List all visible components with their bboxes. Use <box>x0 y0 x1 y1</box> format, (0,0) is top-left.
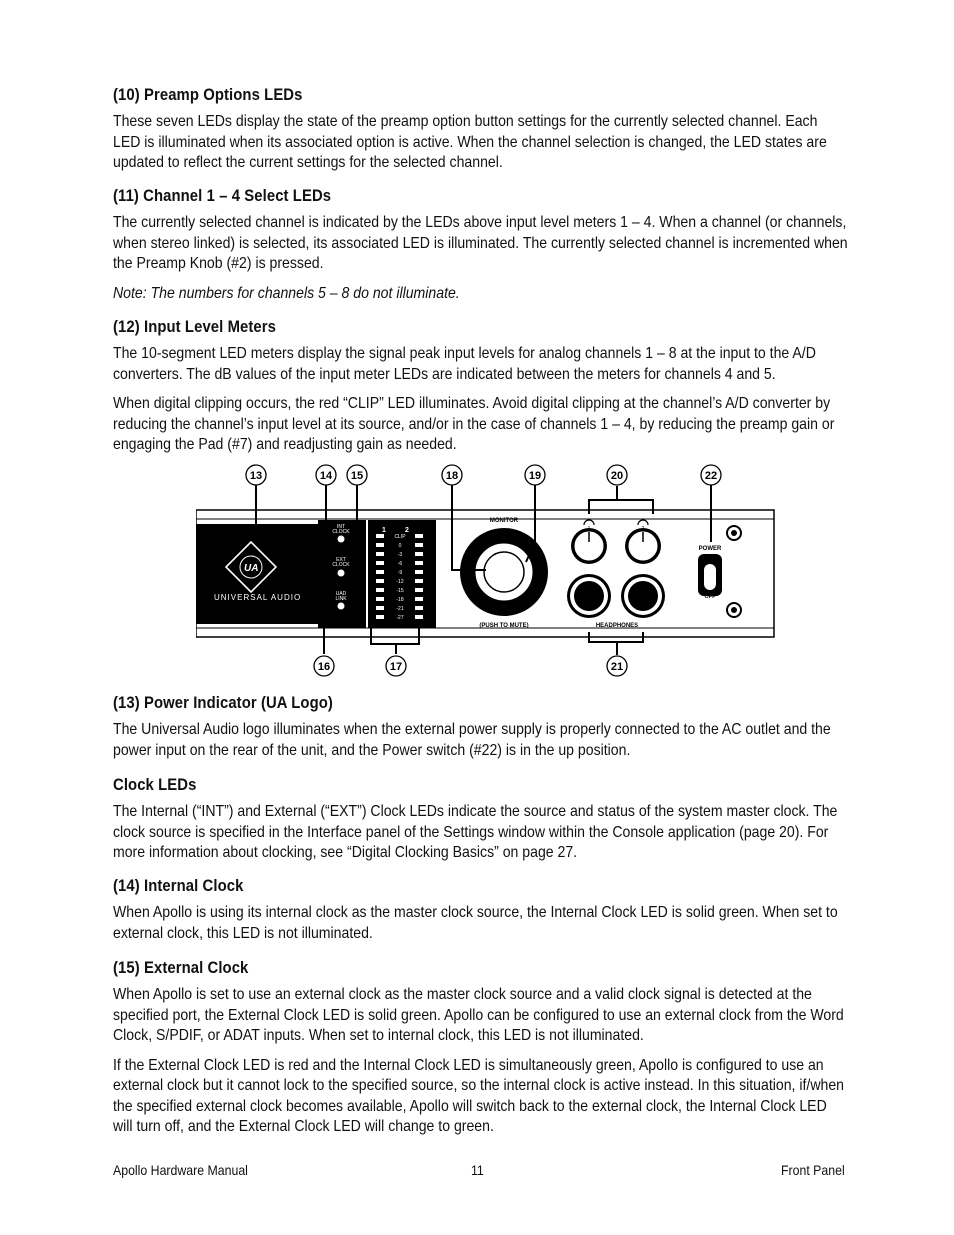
external-clock-led <box>338 570 345 577</box>
callout-number: 20 <box>610 470 624 482</box>
internal-clock-led <box>338 536 345 543</box>
section-heading: Clock LEDs <box>113 776 197 794</box>
paragraph: When Apollo is using its internal clock as the master clock source, the Internal Clock LED is solid green. When set to external clock, this LED is not illuminated. <box>113 904 838 942</box>
meter-segment <box>376 615 384 619</box>
meter-segment <box>415 561 423 565</box>
meter-segment <box>415 543 423 547</box>
section-heading: (12) Input Level Meters <box>113 318 276 336</box>
meter-segment <box>376 597 384 601</box>
monitor-label: MONITOR <box>489 518 519 524</box>
led-ext-label: EXT <box>336 557 346 563</box>
power-switch-toggle <box>704 564 716 590</box>
led-int-label: INT <box>336 524 346 530</box>
section-10 <box>113 86 848 174</box>
callout-19 <box>525 465 545 485</box>
callout-number: 13 <box>249 470 263 482</box>
jack-hole <box>628 581 658 611</box>
meter-scale-label: -3 <box>397 552 403 558</box>
paragraph: When Apollo is set to use an external clock as the master clock source and a valid clock signal is detected at the specified port, the External Clock LED is solid green. Apollo can be configured to use an external clock from the Word Clock, S/PDIF, or ADAT inputs. When set to internal clock, this LED is not illuminated. <box>113 986 844 1044</box>
callout-13 <box>246 465 266 485</box>
meter-segment <box>376 552 384 556</box>
callout-number: 21 <box>610 661 624 673</box>
callout-number: 18 <box>445 470 459 482</box>
rack-screw-center <box>731 607 737 613</box>
page-number: 11 <box>471 1162 484 1178</box>
meter-channel-label: 1 <box>382 527 386 534</box>
meter-segment <box>376 534 384 538</box>
uad-link-led <box>338 603 345 610</box>
meter-segment <box>415 552 423 556</box>
led-ext-label-2: CLOCK <box>332 562 350 568</box>
meter-segment <box>415 615 423 619</box>
callout-number: 16 <box>317 661 331 673</box>
paragraph: The Internal (“INT”) and External (“EXT”) Clock LEDs indicate the source and status of the system master clock. The clock source is specified in the Interface panel of the Settings window within the Console application (page 20). For more information about clocking, see “Digital Clocking Basics” on page 27. <box>113 803 838 861</box>
meter-segment <box>376 561 384 565</box>
section-heading: (13) Power Indicator (UA Logo) <box>113 694 333 712</box>
callout-20 <box>607 465 627 485</box>
paragraph: These seven LEDs display the state of the preamp option button settings for the currently selected channel. Each LED is illuminated when its associated option is active. When the channel selection is changed, the LED states are updated to reflect the current settings for the selected channel. <box>113 113 827 171</box>
paragraph: The Universal Audio logo illuminates when the external power supply is properly connected to the AC outlet and the power input on the rear of the unit, and the Power switch (#22) is in the up position. <box>113 721 831 759</box>
jack-hole <box>574 581 604 611</box>
meter-segment <box>376 588 384 592</box>
led-uad-label: UAD <box>335 591 347 597</box>
logo-text: UNIVERSAL AUDIO <box>214 593 302 602</box>
front-panel-figure <box>196 462 776 680</box>
meter-scale-label: 0 <box>398 543 402 549</box>
section-heading: (14) Internal Clock <box>113 877 244 895</box>
meter-segment <box>415 570 423 574</box>
meter-scale-label: -6 <box>397 561 403 567</box>
ua-logo-mark: UA <box>244 563 259 574</box>
headphones-label: HEADPHONES <box>595 623 639 629</box>
section-heading: (10) Preamp Options LEDs <box>113 86 303 104</box>
callout-22 <box>701 465 721 485</box>
meter-scale-label: -18 <box>396 597 404 603</box>
paragraph: The 10-segment LED meters display the signal peak input levels for analog channels 1 – 8 at the input to the A/D converters. The dB values of the input meter LEDs are indicated between the meters for channels 4 and 5. <box>113 345 816 383</box>
meter-segment <box>415 588 423 592</box>
section-heading: (15) External Clock <box>113 959 249 977</box>
footer-right: Front Panel <box>781 1162 845 1178</box>
rack-screw-center <box>731 530 737 536</box>
meter-segment <box>376 606 384 610</box>
meter-segment <box>415 579 423 583</box>
monitor-knob-cap <box>484 552 524 592</box>
section-clock-leds <box>113 776 848 864</box>
meter-scale-label: -12 <box>396 579 404 585</box>
section-13 <box>113 694 848 761</box>
meter-segment <box>415 597 423 601</box>
callout-17 <box>386 656 406 676</box>
note: Note: The numbers for channels 5 – 8 do not illuminate. <box>113 284 460 302</box>
callout-21 <box>607 656 627 676</box>
callout-15 <box>347 465 367 485</box>
section-15 <box>113 959 848 1138</box>
callout-number: 19 <box>528 470 542 482</box>
section-12 <box>113 318 848 456</box>
meter-scale-label: -21 <box>396 606 404 612</box>
meter-segment <box>415 534 423 538</box>
led-int-label-2: CLOCK <box>332 529 350 535</box>
meter-segment <box>376 579 384 583</box>
led-uad-label-2: LINK <box>335 596 347 602</box>
paragraph: The currently selected channel is indicated by the LEDs above input level meters 1 – 4. When a channel (or channels, when stereo linked) is selected, its associated LED is illuminated. The currently selected channel is incremented when the Preamp Knob (#2) is pressed. <box>113 214 848 272</box>
meter-channel-label: 2 <box>405 527 409 534</box>
section-14 <box>113 877 848 944</box>
meter-segment <box>376 570 384 574</box>
callout-16 <box>314 656 334 676</box>
meter-scale-label: CLIP <box>394 534 406 540</box>
meter-segment <box>376 543 384 547</box>
push-to-mute-label: (PUSH TO MUTE) <box>479 623 529 629</box>
meter-segment <box>415 606 423 610</box>
callout-18 <box>442 465 462 485</box>
logo-panel <box>196 524 318 624</box>
paragraph: When digital clipping occurs, the red “CLIP” LED illuminates. Avoid digital clipping at the channel’s A/D converter by reducing the channel’s input level at its source, and/or in the case of channels 1 – 4, by reducing the preamp gain or engaging the Pad (#7) and readjusting gain as needed. <box>113 395 835 453</box>
paragraph: If the External Clock LED is red and the Internal Clock LED is simultaneously green, Apollo is configured to use an external clock but it cannot lock to the specified source, so the internal clock is active instead. In this situation, if/when the specified external clock becomes available, Apollo will switch back to the external clock, the Internal Clock LED will turn off, and the External Clock LED will change to green. <box>113 1056 844 1135</box>
section-heading: (11) Channel 1 – 4 Select LEDs <box>113 187 332 205</box>
meter-scale-label: -27 <box>396 615 404 621</box>
off-label: OFF <box>704 594 716 600</box>
callout-number: 15 <box>350 470 364 482</box>
power-label: POWER <box>698 546 722 552</box>
callout-number: 14 <box>319 470 333 482</box>
meter-scale-label: -15 <box>396 588 404 594</box>
meter-scale-label: -9 <box>397 570 403 576</box>
callout-number: 22 <box>704 470 718 482</box>
callout-14 <box>316 465 336 485</box>
callout-number: 17 <box>389 661 403 673</box>
footer-left: Apollo Hardware Manual <box>113 1162 248 1178</box>
section-11 <box>113 187 848 304</box>
